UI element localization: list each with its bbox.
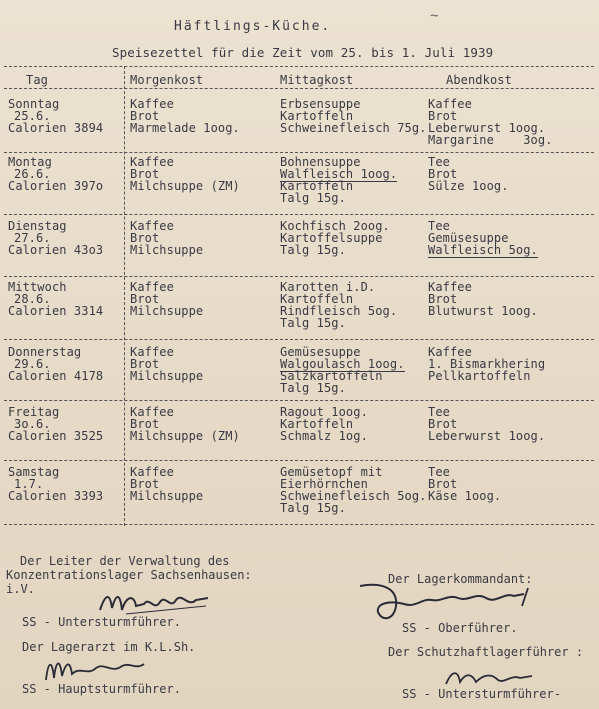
table-rule-header — [4, 88, 594, 89]
abend-item: Sülze 1oog. — [428, 179, 509, 193]
day-date: 26.6. — [14, 167, 51, 181]
mittag-item: Gemüsesuppe — [280, 345, 361, 359]
mittag-item: Schweinefleisch 75g. — [280, 121, 427, 135]
morgen-item: Milchsuppe (ZM) — [130, 179, 240, 193]
table-rule-row — [4, 276, 594, 277]
mittag-item: Talg 15g. — [280, 316, 346, 330]
day-date: 25.6. — [14, 109, 51, 123]
day-calories: Calorien 3894 — [8, 121, 104, 135]
abend-item: Brot — [428, 167, 458, 181]
abend-item: Blutwurst 1oog. — [428, 304, 538, 318]
day-date: 29.6. — [14, 357, 51, 371]
day-calories: Calorien 3393 — [8, 489, 104, 503]
mittag-item: Walfleisch 1oog. — [280, 167, 398, 181]
abend-item: Leberwurst 1oog. — [428, 121, 546, 135]
mittag-item: Salzkartoffeln — [280, 369, 383, 383]
mittag-item: Ragout 1oog. — [280, 405, 368, 419]
day-name: Dienstag — [8, 219, 67, 233]
abend-item: Tee — [428, 155, 450, 169]
morgen-item: Milchsuppe — [130, 489, 204, 503]
document-title: Häftlings-Küche. — [174, 19, 332, 34]
day-date: 27.6. — [14, 231, 51, 245]
abend-item: Walfleisch 5og. — [428, 243, 538, 257]
mittag-item: Talg 15g. — [280, 243, 346, 257]
mittag-item: Schmalz 1og. — [280, 429, 368, 443]
footer-right-line2: Der Schutzhaftlagerführer : — [388, 645, 584, 659]
mittag-item: Talg 15g. — [280, 381, 346, 395]
abend-item: Brot — [428, 109, 458, 123]
abend-item: Kaffee — [428, 280, 472, 294]
morgen-item: Brot — [130, 292, 160, 306]
abend-item: Margarine 3og. — [428, 133, 553, 147]
day-calories: Calorien 3314 — [8, 304, 104, 318]
day-name: Samstag — [8, 465, 60, 479]
morgen-item: Brot — [130, 167, 160, 181]
mittag-item: Gemüsetopf mit — [280, 465, 383, 479]
table-rule-row — [4, 400, 594, 401]
abend-item: Leberwurst 1oog. — [428, 429, 546, 443]
footer-left-rank2: SS - Hauptsturmführer. — [22, 682, 181, 696]
mittag-item: Talg 15g. — [280, 501, 346, 515]
morgen-item: Kaffee — [130, 405, 174, 419]
morgen-item: Milchsuppe — [130, 369, 204, 383]
column-header-tag: Tag — [26, 73, 48, 87]
table-rule-top — [4, 66, 594, 67]
morgen-item: Kaffee — [130, 280, 174, 294]
footer-left-line1: Der Leiter der Verwaltung des — [20, 554, 230, 568]
mittag-item: Rindfleisch 5og. — [280, 304, 398, 318]
mittag-item: Kartoffeln — [280, 417, 354, 431]
footer-right-rank1: SS - Oberführer. — [402, 621, 518, 635]
day-calories: Calorien 3525 — [8, 429, 104, 443]
morgen-item: Brot — [130, 357, 160, 371]
day-name: Montag — [8, 155, 52, 169]
day-name: Donnerstag — [8, 345, 82, 359]
mittag-item: Kartoffeln — [280, 179, 354, 193]
column-header-mittagkost: Mittagkost — [280, 73, 354, 87]
signature-schutzhaftlagerfuehrer — [440, 662, 540, 692]
abend-item: Kaffee — [428, 97, 472, 111]
abend-item: Gemüsesuppe — [428, 231, 509, 245]
mittag-item: Schweinefleisch 5og. — [280, 489, 427, 503]
morgen-item: Milchsuppe — [130, 304, 204, 318]
abend-item: Brot — [428, 417, 458, 431]
day-date: 1.7. — [14, 477, 44, 491]
day-calories: Calorien 397o — [8, 179, 104, 193]
morgen-item: Brot — [130, 477, 160, 491]
mittag-item: Talg 15g. — [280, 191, 346, 205]
morgen-item: Kaffee — [130, 97, 174, 111]
morgen-item: Brot — [130, 231, 160, 245]
morgen-item: Kaffee — [130, 219, 174, 233]
mittag-item: Karotten i.D. — [280, 280, 376, 294]
mittag-item: Eierhörnchen — [280, 477, 368, 491]
abend-item: Tee — [428, 405, 450, 419]
day-name: Mittwoch — [8, 280, 67, 294]
morgen-item: Kaffee — [130, 345, 174, 359]
table-rule-row — [4, 339, 594, 340]
morgen-item: Milchsuppe (ZM) — [130, 429, 240, 443]
footer-left-rank1: SS - Untersturmführer. — [22, 615, 181, 629]
abend-item: Brot — [428, 292, 458, 306]
table-rule-row — [4, 460, 594, 461]
morgen-item: Brot — [130, 109, 160, 123]
mittag-item: Bohnensuppe — [280, 155, 361, 169]
mittag-item: Kartoffelsuppe — [280, 231, 383, 245]
table-column-divider — [124, 66, 125, 526]
abend-item: Tee — [428, 465, 450, 479]
mittag-item: Erbsensuppe — [280, 97, 361, 111]
abend-item: Tee — [428, 219, 450, 233]
abend-item: Brot — [428, 477, 458, 491]
morgen-item: Milchsuppe — [130, 243, 204, 257]
table-rule-row — [4, 214, 594, 215]
footer-left-line2: Konzentrationslager Sachsenhausen: — [6, 568, 252, 582]
abend-item: Käse 1oog. — [428, 489, 502, 503]
morgen-item: Kaffee — [130, 465, 174, 479]
table-rule-bottom — [4, 524, 594, 525]
day-calories: Calorien 4178 — [8, 369, 104, 383]
day-date: 28.6. — [14, 292, 51, 306]
column-header-morgenkost: Morgenkost — [130, 73, 204, 87]
footer-left-line4: Der Lagerarzt im K.L.Sh. — [22, 640, 196, 654]
footer-right-rank2: SS - Untersturmführer- — [402, 687, 561, 701]
signature-lagerarzt — [40, 650, 160, 686]
column-header-abendkost: Abendkost — [446, 73, 512, 87]
footer-right-line1: Der Lagerkommandant: — [388, 572, 533, 586]
day-calories: Calorien 43o3 — [8, 243, 104, 257]
signature-lagerkommandant — [352, 578, 552, 628]
mittag-item: Walgoulasch 1oog. — [280, 357, 405, 371]
signature-verwaltung — [96, 586, 216, 620]
day-name: Freitag — [8, 405, 60, 419]
abend-item: 1. Bismarkhering — [428, 357, 546, 371]
morgen-item: Marmelade 1oog. — [130, 121, 240, 135]
table-rule-row — [4, 152, 594, 153]
mittag-item: Kochfisch 2oog. — [280, 219, 390, 233]
abend-item: Kaffee — [428, 345, 472, 359]
footer-left-line3: i.V. — [6, 582, 35, 596]
document-subtitle: Speisezettel für die Zeit vom 25. bis 1. Juli 1939 — [112, 45, 494, 60]
mittag-item: Kartoffeln — [280, 292, 354, 306]
morgen-item: Kaffee — [130, 155, 174, 169]
day-date: 3o.6. — [14, 417, 51, 431]
mittag-item: Kartoffeln — [280, 109, 354, 123]
corner-mark: ~ — [430, 8, 439, 24]
day-name: Sonntag — [8, 97, 60, 111]
abend-item: Pellkartoffeln — [428, 369, 531, 383]
morgen-item: Brot — [130, 417, 160, 431]
